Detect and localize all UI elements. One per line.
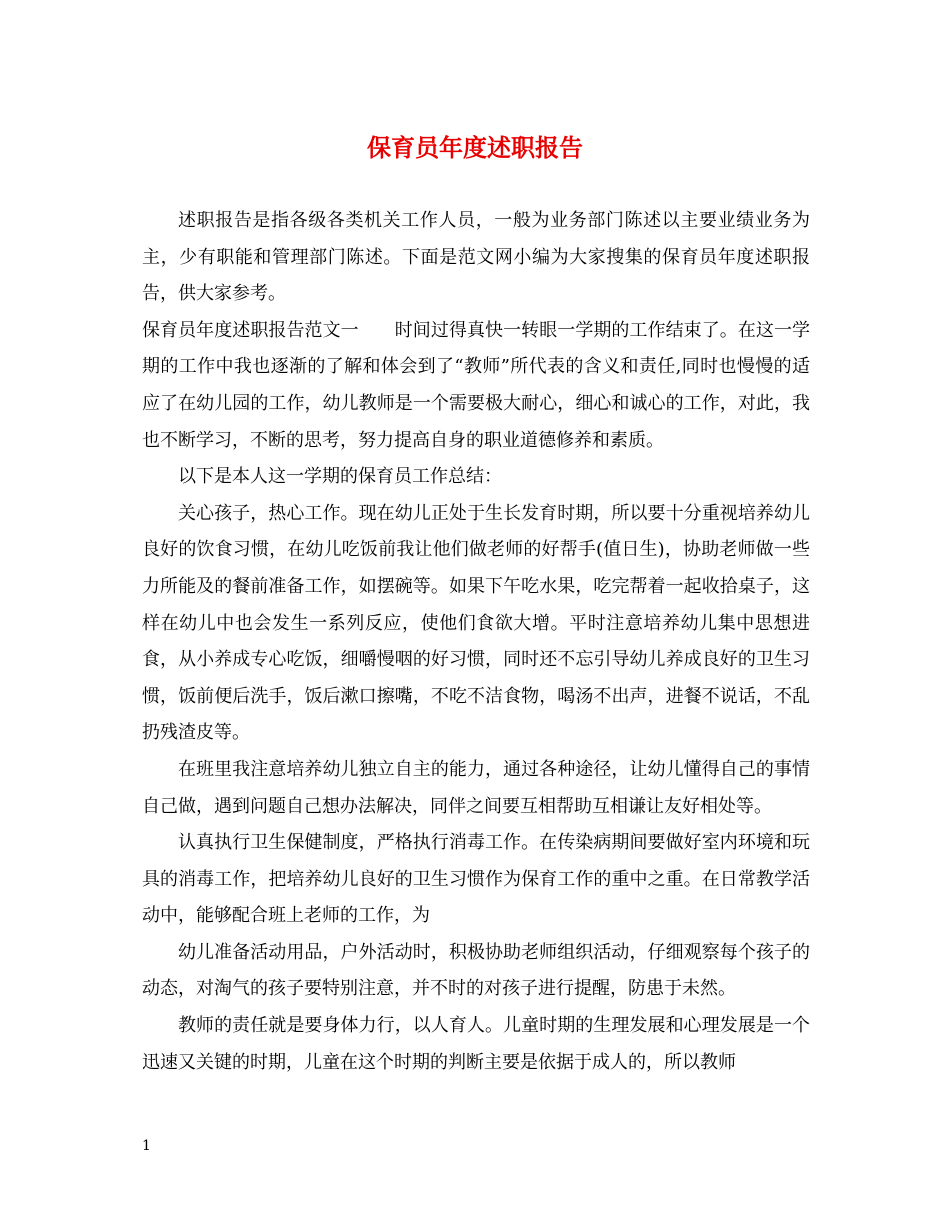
activity-paragraph: 幼儿准备活动用品，户外活动时，积极协助老师组织活动，仔细观察每个孩子的动态，对淘气的孩子要特别注意，并不时的对孩子进行提醒，防患于未然。 (142, 941, 810, 1000)
sample-one-paragraph (142, 313, 810, 459)
summary-lead-paragraph: 以下是本人这一学期的保育员工作总结： (178, 466, 502, 488)
care-paragraph: 关心孩子，热心工作。现在幼儿正处于生长发育时期，所以要十分重视培养幼儿良好的饮食习惯，在幼儿吃饭前我让他们做老师的好帮手(值日生)，协助老师做一些力所能及的餐前准备工作，如摆碗等。如果下午吃水果，吃完帮着一起收拾桌子，这样在幼儿中也会发生一系列反应，使他们食欲大增。平时注意培养幼儿集中思想进食，从小养成专心吃饭，细嚼慢咽的好习惯，同时还不忘引导幼儿养成良好的卫生习惯，饭前便后洗手，饭后漱口擦嘴，不吃不洁食物，喝汤不出声，进餐不说话，不乱扔残渣皮等。 (142, 502, 810, 744)
document-body (142, 203, 810, 1081)
document-title: 保育员年度述职报告 (367, 133, 583, 162)
independence-paragraph: 在班里我注意培养幼儿独立自主的能力，通过各种途径，让幼儿懂得自己的事情自己做，遇到问题自己想办法解决，同伴之间要互相帮助互相谦让友好相处等。 (142, 758, 810, 817)
sample-one-heading: 保育员年度述职报告范文一 (142, 319, 359, 341)
page-number: 1 (142, 1138, 151, 1154)
sample-one-text: 时间过得真快一转眼一学期的工作结束了。在这一学期的工作中我也逐渐的了解和体会到了“教师”所代表的含义和责任,同时也慢慢的适应了在幼儿园的工作，幼儿教师是一个需要极大耐心，细心和诚心的工作，对此，我也不断学习，不断的思考，努力提高自身的职业道德修养和素质。 (142, 319, 810, 451)
intro-paragraph: 述职报告是指各级各类机关工作人员，一般为业务部门陈述以主要业绩业务为主，少有职能和管理部门陈述。下面是范文网小编为大家搜集的保育员年度述职报告，供大家参考。 (142, 210, 810, 305)
responsibility-paragraph: 教师的责任就是要身体力行，以人育人。儿童时期的生理发展和心理发展是一个迅速又关键的时期，儿童在这个时期的判断主要是依据于成人的，所以教师 (142, 1015, 810, 1073)
hygiene-paragraph: 认真执行卫生保健制度，严格执行消毒工作。在传染病期间要做好室内环境和玩具的消毒工作，把培养幼儿良好的卫生习惯作为保育工作的重中之重。在日常教学活动中，能够配合班上老师的工作，为 (142, 832, 810, 927)
